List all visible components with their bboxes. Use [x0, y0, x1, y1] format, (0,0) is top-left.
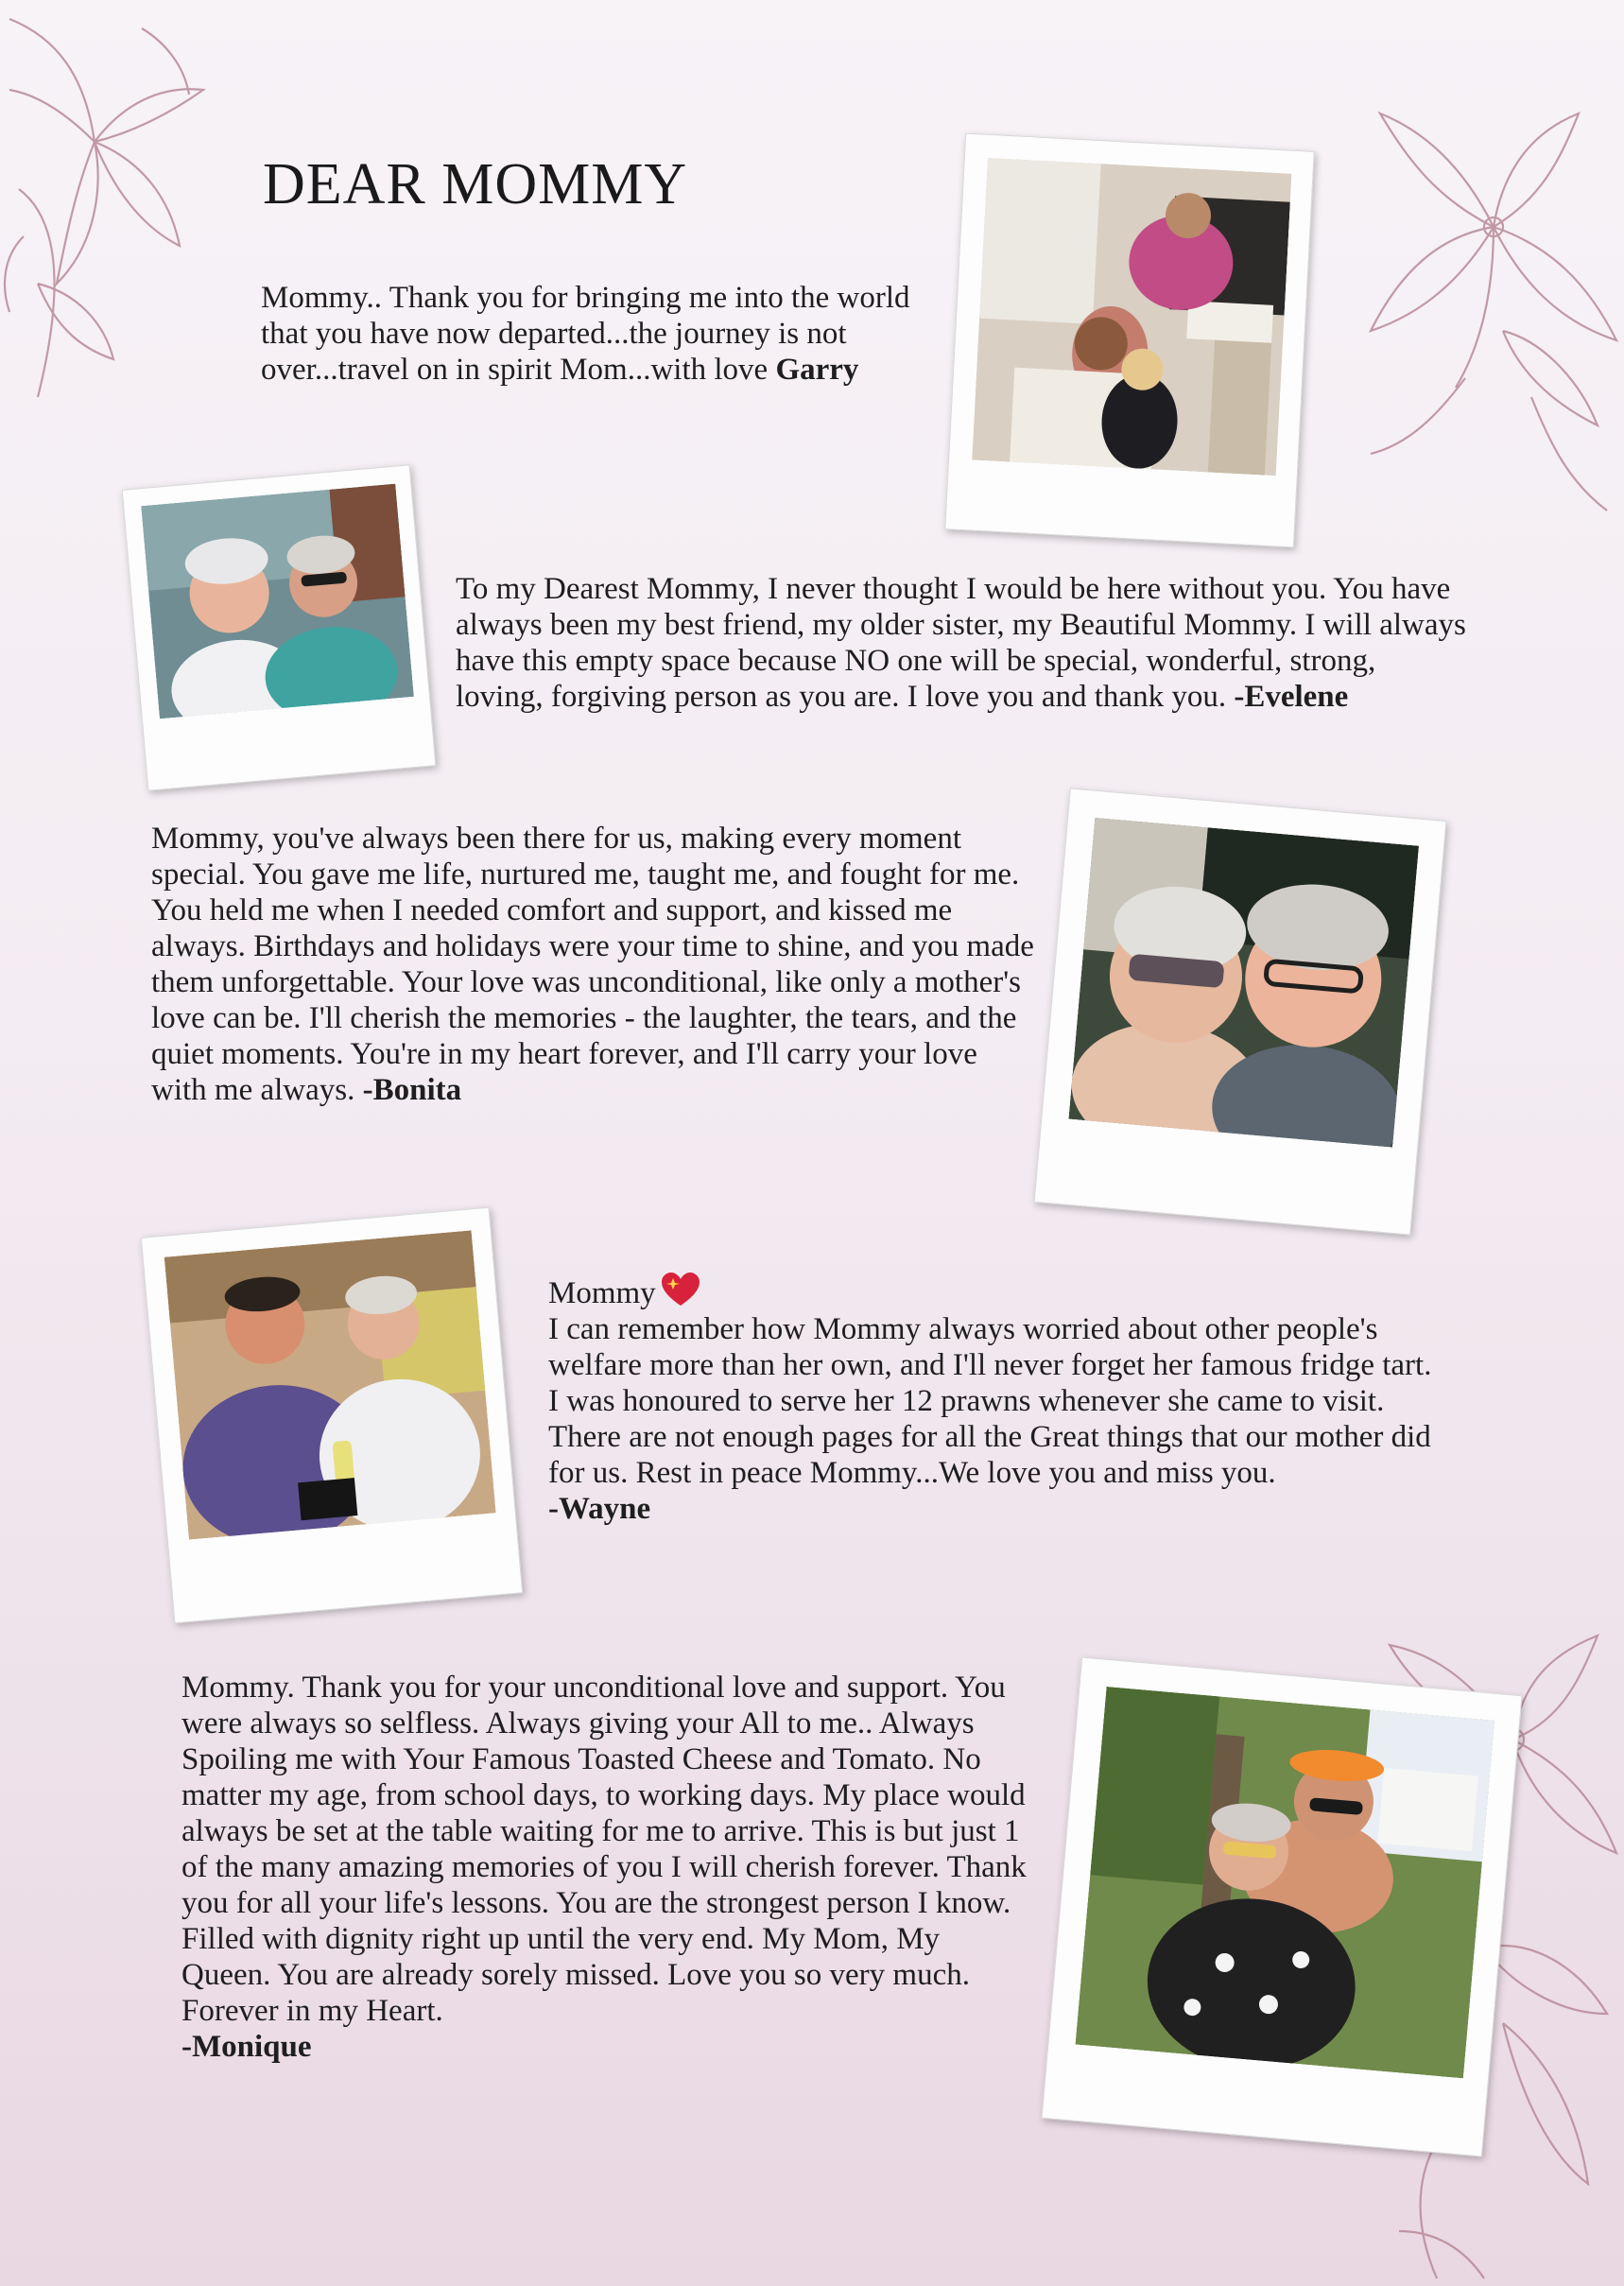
polaroid-photo-3 — [1034, 788, 1447, 1235]
message-text: Mommy, you've always been there for us, making every moment special. You gave me life, nurtured me, taught me, and fought for me. You held me when I needed comfort and support, and kissed me always. Birthdays and holidays were your time to shine, and you made them unforgettable. Your love was unconditional, like only a mother's love can be. I'll cherish the memories - the laughter, the tears, and the quiet moments. You're in my heart forever, and I'll carry your love with me always. — [151, 822, 1034, 1107]
message-author: -Wayne — [548, 1492, 651, 1526]
message-author: -Monique — [181, 2030, 312, 2064]
message-monique — [181, 1670, 1032, 2065]
family-photo — [141, 484, 414, 719]
message-text: Mommy.. Thank you for bringing me into the world that you have now departed...the journey is not over...travel on in spirit Mom...with love — [261, 281, 910, 387]
message-author: -Evelene — [1234, 680, 1349, 714]
page-title: DEAR MOMMY — [263, 152, 688, 216]
family-photo — [164, 1230, 496, 1539]
message-text: Mommy. Thank you for your unconditional love and support. You were always so selfless. Always giving your All to me.. Always Spoiling me with Your Famous Toasted Cheese and Tomato. No matter my age, from school days, to working days. My place would always be set at the table waiting for me to arrive. This is but just 1 of the many amazing memories of you I will cherish forever. Thank you for all your life's lessons. You are the strongest person I know. Filled with dignity right up until the very end. My Mom, My Queen. You are already sorely missed. Love you so very much. Forever in my Heart. — [181, 1671, 1027, 2028]
family-photo — [972, 158, 1291, 476]
polaroid-photo-5 — [1042, 1657, 1523, 2157]
family-photo — [1075, 1687, 1494, 2078]
message-evelene — [456, 571, 1467, 715]
message-author: Garry — [775, 353, 859, 387]
message-garry — [261, 280, 923, 388]
message-bonita — [151, 821, 1040, 1108]
message-text: To my Dearest Mommy, I never thought I would be here without you. You have always been my best friend, my older sister, my Beautiful Mommy. I will always have this empty space because NO one will be special, wonderful, strong, loving, forgiving person as you are. I love you and thank you. — [456, 572, 1466, 714]
message-heading: Mommy — [548, 1276, 656, 1310]
lily-floral-icon — [0, 0, 217, 416]
polaroid-photo-4 — [141, 1207, 523, 1624]
polaroid-photo-1 — [944, 133, 1314, 548]
family-photo — [1068, 818, 1419, 1148]
heart-sparkle-icon — [662, 1273, 700, 1308]
lily-floral-icon — [1352, 95, 1624, 539]
message-wayne — [548, 1273, 1446, 1527]
message-author: -Bonita — [362, 1073, 462, 1107]
message-text: I can remember how Mommy always worried about other people's welfare more than her own, and I'll never forget her famous fridge tart. I was honoured to serve her 12 prawns whenever she came to visit. There are not enough pages for all the Great things that our mother did for us. Rest in peace Mommy...We love you and miss you. — [548, 1312, 1432, 1490]
polaroid-photo-2 — [122, 464, 437, 790]
